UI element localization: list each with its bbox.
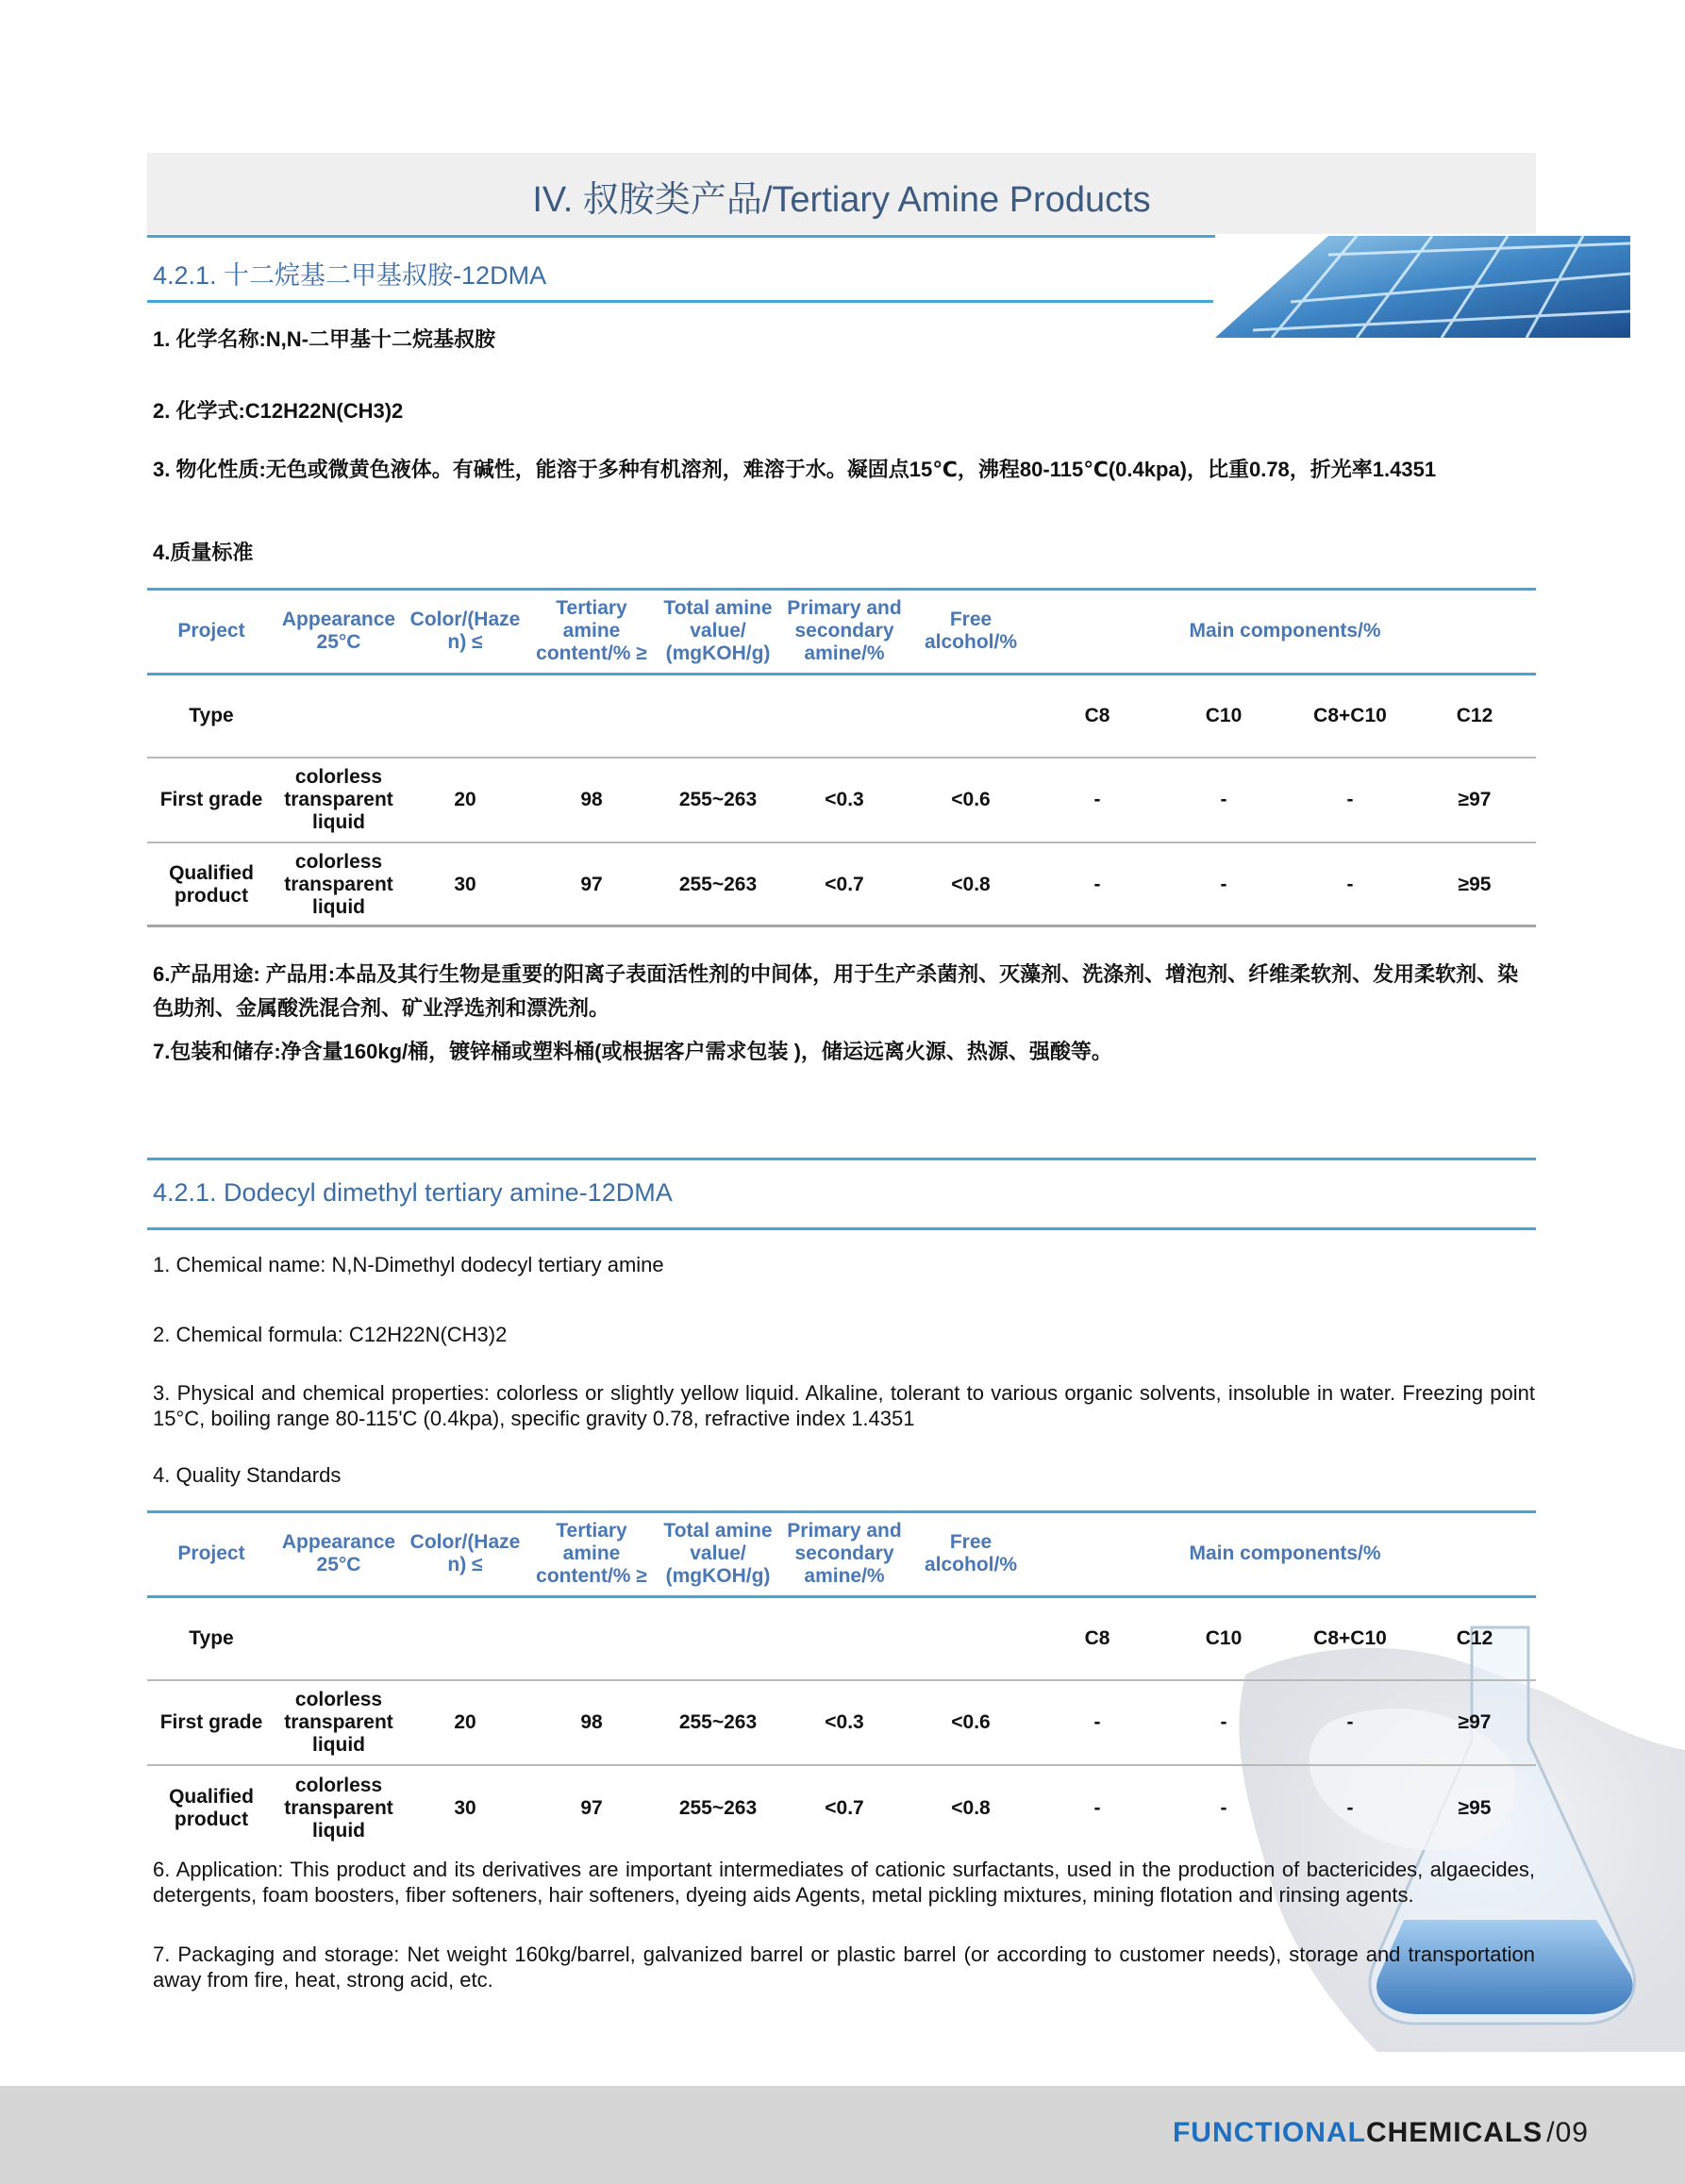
table-header-row	[147, 590, 1536, 673]
chem-name-en: 1. Chemical name: N,N-Dimethyl dodecyl tertiary amine	[153, 1253, 664, 1276]
footer-brand	[1173, 2117, 1589, 2149]
header-primary-secondary: Primary and secondary amine/%	[787, 597, 902, 664]
cell-color: 20	[454, 1711, 476, 1733]
quality-standard-label-en: 4. Quality Standards	[153, 1463, 342, 1487]
cell-c10: -	[1220, 1711, 1227, 1733]
cell-grade: Qualified product	[169, 862, 254, 907]
sub-c8c10: C8+C10	[1313, 1627, 1387, 1649]
divider	[147, 300, 1213, 303]
cell-c8c10: -	[1346, 1711, 1354, 1733]
cell-c12: ≥95	[1458, 1797, 1492, 1819]
cell-grade: First grade	[159, 789, 263, 810]
header-tertiary-amine: Tertiary amine content/% ≥	[536, 1520, 647, 1587]
section-title-en: 4.2.1. Dodecyl dimethyl tertiary amine-12DMA	[153, 1178, 673, 1207]
cell-free-alcohol: <0.8	[951, 874, 991, 895]
quality-table-cn	[147, 588, 1536, 925]
chem-formula-en: 2. Chemical formula: C12H22N(CH3)2	[153, 1323, 508, 1346]
header-color: Color/(Haze n) ≤	[409, 1531, 521, 1575]
quality-standard-label-cn: 4.质量标准	[153, 541, 254, 564]
section-title-cn: 4.2.1. 十二烷基二甲基叔胺-12DMA	[153, 261, 547, 290]
table-row	[147, 843, 1536, 926]
cell-appearance: colorless transparent liquid	[284, 1775, 393, 1842]
divider	[147, 235, 1215, 238]
cell-total-amine: 255~263	[678, 1711, 758, 1733]
sub-c10: C10	[1205, 1627, 1243, 1649]
divider	[147, 1158, 1536, 1160]
sub-c8c10: C8+C10	[1313, 705, 1387, 726]
header-free-alcohol: Free alcohol/%	[924, 1531, 1018, 1575]
header-project: Project	[177, 620, 245, 642]
cell-grade: Qualified product	[169, 1786, 254, 1830]
properties-cn: 3. 物化性质:无色或微黄色液体。有碱性，能溶于多种有机溶剂，难溶于水。凝固点15℃，沸程80-115℃(0.4kpa)，比重0.78，折光率1.4351	[153, 458, 1437, 481]
cell-total-amine: 255~263	[678, 874, 758, 895]
cell-c8: -	[1093, 1797, 1101, 1819]
cell-tertiary: 97	[580, 1797, 603, 1819]
header-appearance: Appearance 25°C	[281, 1531, 396, 1575]
sub-c8: C8	[1084, 1627, 1110, 1649]
sub-c12: C12	[1456, 705, 1493, 726]
quality-table-en	[147, 1510, 1536, 1854]
cell-primary: <0.7	[825, 1797, 864, 1819]
cell-appearance: colorless transparent liquid	[284, 766, 393, 833]
sub-c12: C12	[1456, 1627, 1493, 1649]
cell-appearance: colorless transparent liquid	[284, 1689, 393, 1756]
cell-grade: First grade	[159, 1711, 263, 1733]
header-appearance: Appearance 25°C	[281, 609, 396, 653]
cell-c8: -	[1093, 789, 1101, 810]
cell-c10: -	[1220, 874, 1227, 895]
title-banner	[147, 153, 1536, 234]
packaging-cn: 7.包装和储存:净含量160kg/桶，镀锌桶或塑料桶(或根据客户需求包装 )，储运远离火源、热源、强酸等。	[153, 1040, 1112, 1063]
page-number: /09	[1546, 2117, 1589, 2148]
properties-en: 3. Physical and chemical properties: colorless or slightly yellow liquid. Alkaline, tolerant to various organic solvents, insoluble in water. Freezing point 15°C, boiling range 80-115'C (0.4kpa), specific gravity 0.78, refractive index 1.4351	[153, 1381, 1535, 1430]
cell-c8: -	[1093, 1711, 1101, 1733]
footer-bar	[0, 2086, 1685, 2184]
header-primary-secondary: Primary and secondary amine/%	[787, 1520, 902, 1587]
table-type-row	[147, 675, 1536, 757]
type-label: Type	[189, 705, 234, 726]
header-free-alcohol: Free alcohol/%	[924, 609, 1018, 653]
table-header-row	[147, 1512, 1536, 1595]
chem-formula-cn: 2. 化学式:C12H22N(CH3)2	[153, 399, 404, 423]
cell-c8c10: -	[1346, 789, 1354, 810]
type-label: Type	[189, 1627, 234, 1649]
application-cn: 6.产品用途: 产品用:本品及其行生物是重要的阳离子表面活性剂的中间体，用于生产杀菌剂、灭藻剂、洗涤剂、增泡剂、纤维柔软剂、发用柔软剂、染色助剂、金属酸洗混合剂、矿业浮选剂和漂洗剂。	[153, 962, 1519, 1020]
cell-c8: -	[1093, 874, 1101, 895]
cell-c12: ≥97	[1458, 789, 1492, 810]
cell-primary: <0.3	[825, 1711, 864, 1733]
cell-primary: <0.3	[825, 789, 864, 810]
cell-c12: ≥97	[1458, 1711, 1492, 1733]
chem-name-cn: 1. 化学名称:N,N-二甲基十二烷基叔胺	[153, 327, 496, 351]
cell-tertiary: 98	[580, 1711, 603, 1733]
cell-free-alcohol: <0.8	[951, 1797, 991, 1819]
table-rule	[147, 925, 1536, 927]
cell-c10: -	[1220, 1797, 1227, 1819]
page-title: IV. 叔胺类产品/Tertiary Amine Products	[532, 180, 1151, 220]
cell-tertiary: 97	[580, 874, 603, 895]
table-type-row	[147, 1598, 1536, 1679]
cell-free-alcohol: <0.6	[951, 1711, 991, 1733]
cell-color: 30	[454, 874, 476, 895]
cell-primary: <0.7	[825, 874, 864, 895]
header-total-amine: Total amine value/ (mgKOH/g)	[663, 597, 773, 664]
brand-functional: FUNCTIONAL	[1172, 2117, 1366, 2148]
table-row	[147, 1681, 1536, 1764]
header-color: Color/(Haze n) ≤	[409, 609, 521, 653]
header-total-amine: Total amine value/ (mgKOH/g)	[663, 1520, 773, 1587]
cell-total-amine: 255~263	[678, 789, 758, 810]
cell-color: 20	[454, 789, 476, 810]
cell-total-amine: 255~263	[678, 1797, 758, 1819]
header-project: Project	[177, 1542, 245, 1564]
cell-tertiary: 98	[580, 789, 603, 810]
cell-free-alcohol: <0.6	[951, 789, 991, 810]
header-main-components: Main components/%	[1189, 1542, 1381, 1564]
brand-chemicals: CHEMICALS	[1365, 2117, 1543, 2148]
glass-building-image	[1215, 236, 1630, 338]
cell-c8c10: -	[1346, 874, 1354, 895]
table-row	[147, 759, 1536, 842]
cell-c8c10: -	[1346, 1797, 1354, 1819]
table-row	[147, 1766, 1536, 1851]
cell-color: 30	[454, 1797, 476, 1819]
sub-c10: C10	[1205, 705, 1243, 726]
sub-c8: C8	[1084, 705, 1110, 726]
packaging-en: 7. Packaging and storage: Net weight 160kg/barrel, galvanized barrel or plastic barrel (or according to customer needs), storage and transportation away from fire, heat, strong acid, etc.	[153, 1942, 1535, 1992]
divider	[147, 1227, 1536, 1230]
header-main-components: Main components/%	[1189, 620, 1381, 642]
cell-c12: ≥95	[1458, 874, 1492, 895]
application-en: 6. Application: This product and its derivatives are important intermediates of cationic surfactants, used in the production of bactericides, algaecides, detergents, foam boosters, fiber softeners, hair softeners, dyeing aids Agents, metal pickling mixtures, mining flotation and rinsing agents.	[153, 1858, 1535, 1907]
cell-c10: -	[1220, 789, 1227, 810]
cell-appearance: colorless transparent liquid	[284, 851, 393, 918]
header-tertiary-amine: Tertiary amine content/% ≥	[536, 597, 647, 664]
